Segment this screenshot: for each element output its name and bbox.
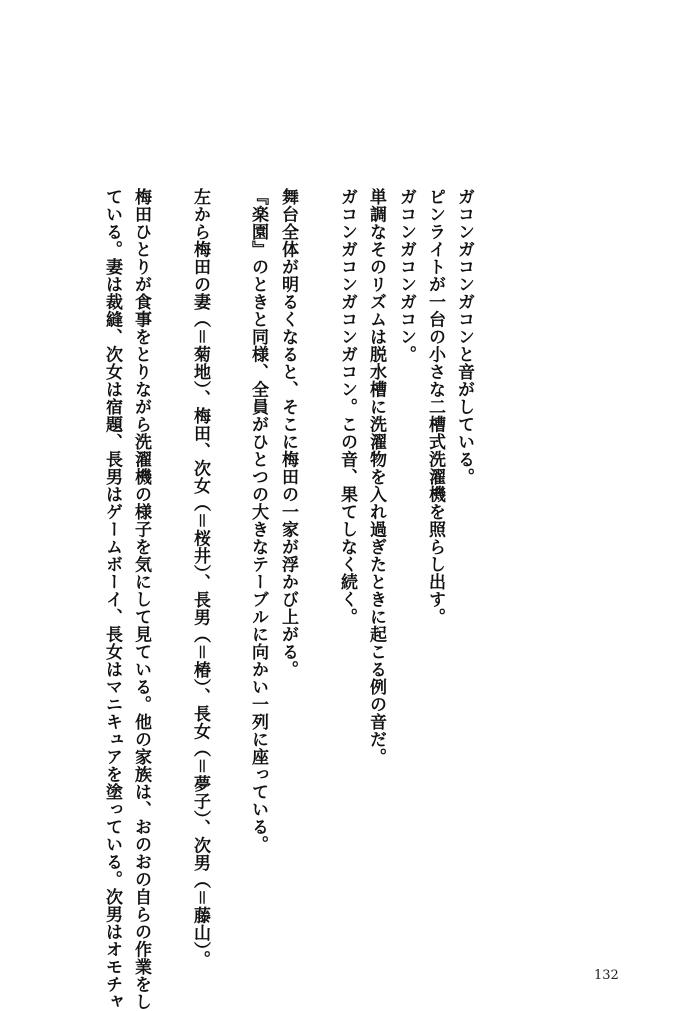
text-line-2: ピンライトが一台の小さな二槽式洗濯機を照らし出す。 xyxy=(425,188,445,626)
text-line-7: 『楽園』のときと同様、全員がひとつの大きなテーブルに向かい一列に座っている。 xyxy=(248,188,268,853)
page-number: 132 xyxy=(594,968,619,983)
text-line-10: ている。妻は裁縫、次女は宿題、長男はゲームボーイ、長女はマニキュアを塗っている。次男はオモチャ xyxy=(102,188,122,1011)
text-line-5: ガコンガコンガコンガコン。この音、果てしなく続く。 xyxy=(337,188,357,626)
text-line-4: 単調なそのリズムは脱水槽に洗濯物を入れ過ぎたときに起こる例の音だ。 xyxy=(366,188,386,766)
text-line-8: 左から梅田の妻（＝菊地）、梅田、次女（＝桜井）、長男（＝椿）、長女（＝夢子）、次男（＝藤山）。 xyxy=(190,188,210,968)
text-line-9: 梅田ひとりが食事をとりながら洗濯機の様子を気にして見ている。他の家族は、おのおの自らの作業をし xyxy=(131,188,151,1011)
text-line-3: ガコンガコンガコン。 xyxy=(396,188,416,363)
text-line-1: ガコンガコンガコンと音がしている。 xyxy=(454,188,474,486)
text-line-6: 舞台全体が明るくなると、そこに梅田の一家が浮かび上がる。 xyxy=(278,188,298,678)
